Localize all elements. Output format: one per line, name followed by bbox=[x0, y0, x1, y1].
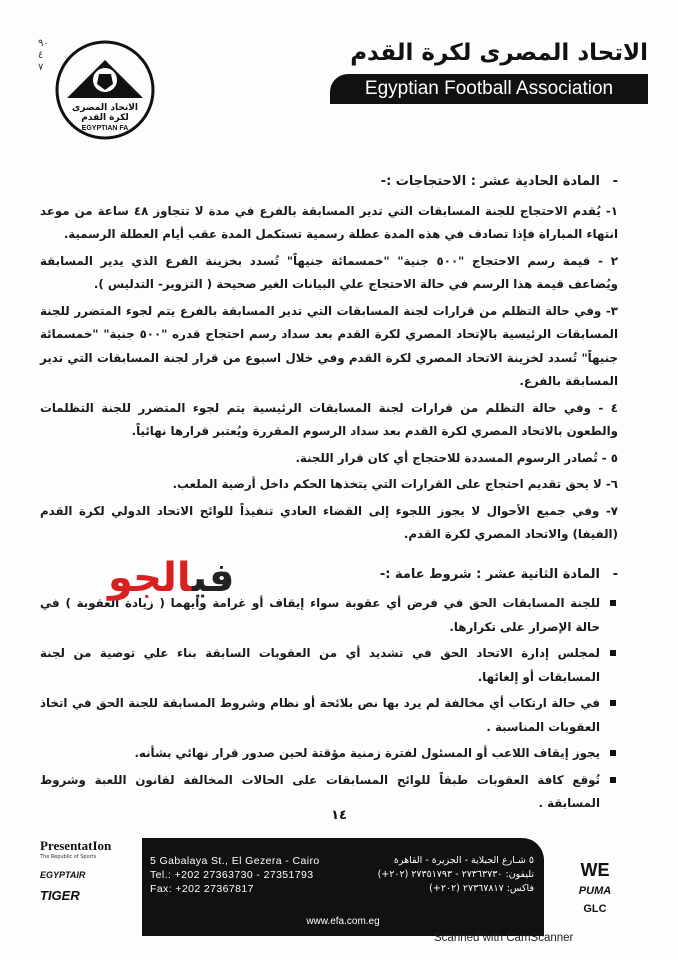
sponsor-puma: PUMA bbox=[578, 885, 612, 897]
article-12-bullet: في حالة ارتكاب أي مخالفة لم يرد بها نص بلائحة أو نظام وشروط المسابقة للجنة الحق في اتخاذ العقوبات المناسبة . bbox=[40, 692, 618, 739]
footer-address-en: 5 Gabalaya St., El Gezera - Cairo Tel.: +202 27363730 - 27351793 Fax: +202 27367817 bbox=[150, 855, 320, 895]
article-11-para: ٦- لا يحق تقديم احتجاج على القرارات التي يتخذها الحكم داخل أرضية الملعب. bbox=[172, 477, 618, 491]
footer-bar bbox=[142, 838, 544, 936]
article-12-bullet: للجنة المسابقات الحق في فرض أي عقوبة سواء إيقاف أو غرامة وايهما ( زيادة العقوبة ) في حالة الإصرار على تكرارها. bbox=[40, 592, 618, 639]
sponsors-right bbox=[560, 838, 630, 915]
sponsors-left bbox=[40, 838, 135, 903]
article-12-bullet: تُوقع كافة العقوبات طبقاً للوائح المسابقات على الحالات المخالفة لقانون اللعبة وشروط المسابقة . bbox=[40, 769, 618, 816]
article-12-bullet: لمجلس إدارة الاتحاد الحق في تشديد أي من العقوبات السابقة بناء علي توصية من لجنة المسابقات أو إلغائها. bbox=[40, 642, 618, 689]
article-11-para: ٧- وفي جميع الأحوال لا يجوز اللجوء إلى القضاء العادي تنفيذاً للوائح الاتحاد الدولي لكرة القدم (الفيفا) والاتحاد المصري لكرة القدم. bbox=[40, 503, 618, 541]
article-11-para: ٢ - قيمة رسم الاحتجاج "٥٠٠ جنية" "خمسمائة جنيهاً" تُسدد بخزينة الفرع الذي يدير المسابقة ويُضاعف قيمة هذا الرسم في حالة الاحتجاج علي البيانات الغير صحيحة ( التزوير- التدليس ). bbox=[40, 253, 618, 291]
footer-address-ar: ٥ شـارع الجبلاية - الجزيرة - القاهرة تليفون: ٢٧٣٦٣٧٣٠ - ٢٧٣٥١٧٩٣ (٢٠٢+) فاكس: ٢٧٣٦٧٨١٧ (٢٠٢+) bbox=[377, 855, 534, 894]
article-11-title: - المادة الحادية عشر : الاحتجاجات :- bbox=[380, 174, 618, 189]
logo-text-ar-2: لكرة القدم bbox=[81, 113, 129, 123]
article-11-para: ٣- وفي حالة التظلم من قرارات لجنة المسابقات التي تدير المسابقة بالفرع يتم لجوء المتضرر للجنة المسابقات الرئيسية بالإتحاد المصري لكرة القدم بعد سداد رسم احتجاج قدره "٥٠٠ جنية" "خمسمائة جنيهاً" تُسدد لخزينة الاتحاد المصري لكرة القدم وفي خلال اسبوع من قرار لجنة المسابقات التي تدير المسابقة بالفرع. bbox=[40, 303, 618, 388]
sponsor-presentation: PresentatIon bbox=[40, 838, 112, 853]
sponsor-glc: GLC bbox=[583, 903, 607, 915]
efa-logo bbox=[55, 40, 155, 140]
header-title-en: Egyptian Football Association bbox=[330, 74, 648, 104]
scanner-credit: Scanned with CamScanner bbox=[434, 932, 574, 944]
logo-text-ar-1: الاتحاد المصرى bbox=[72, 103, 138, 113]
sponsor-we: WE bbox=[580, 860, 610, 880]
article-12-title: - المادة الثانية عشر : شروط عامة :- bbox=[379, 566, 618, 582]
article-11-para: ٥ - تُصادر الرسوم المسددة للاحتجاج أي كان قرار اللجنة. bbox=[295, 450, 618, 465]
sponsor-presentation-sub: The Republic of Sports bbox=[40, 854, 97, 860]
document-body bbox=[40, 170, 618, 819]
header-title-ar: الاتحاد المصرى لكرة القدم bbox=[350, 40, 648, 66]
article-11-para: ١- يُقدم الاحتجاج للجنة المسابقات التي تدير المسابقة بالفرع في مدة لا تتجاوز ٤٨ ساعة من موعد انتهاء المباراة فإذا تصادف في هذه المدة عطلة رسمية تستكمل المدة عقب أيام العطلة الرسمية. bbox=[40, 203, 618, 241]
sponsor-egyptair: EGYPTAIR bbox=[40, 870, 86, 880]
logo-text-en: EGYPTIAN FA bbox=[81, 125, 129, 132]
page-number: ١٤ bbox=[331, 808, 347, 823]
footer-website: www.efa.com.eg bbox=[306, 916, 380, 927]
article-11-para: ٤ - وفي حالة التظلم من قرارات لجنة المسابقات الرئيسية يتم لجوء المتضرر للجنة التظلمات والطعون بالاتحاد المصري لكرة القدم بعد سداد الرسوم المقررة ويُعتبر قرارها نهائياً. bbox=[40, 400, 618, 438]
sponsor-tiger: TIGER bbox=[40, 888, 80, 903]
watermark-logo: فيالجو bbox=[108, 555, 235, 601]
margin-marks: ٩٠ ٤ ٧ bbox=[38, 38, 49, 73]
article-12-bullet: يجوز إيقاف اللاعب أو المسئول لفترة زمنية مؤقتة لحين صدور قرار نهائي بشأنه. bbox=[40, 742, 618, 766]
